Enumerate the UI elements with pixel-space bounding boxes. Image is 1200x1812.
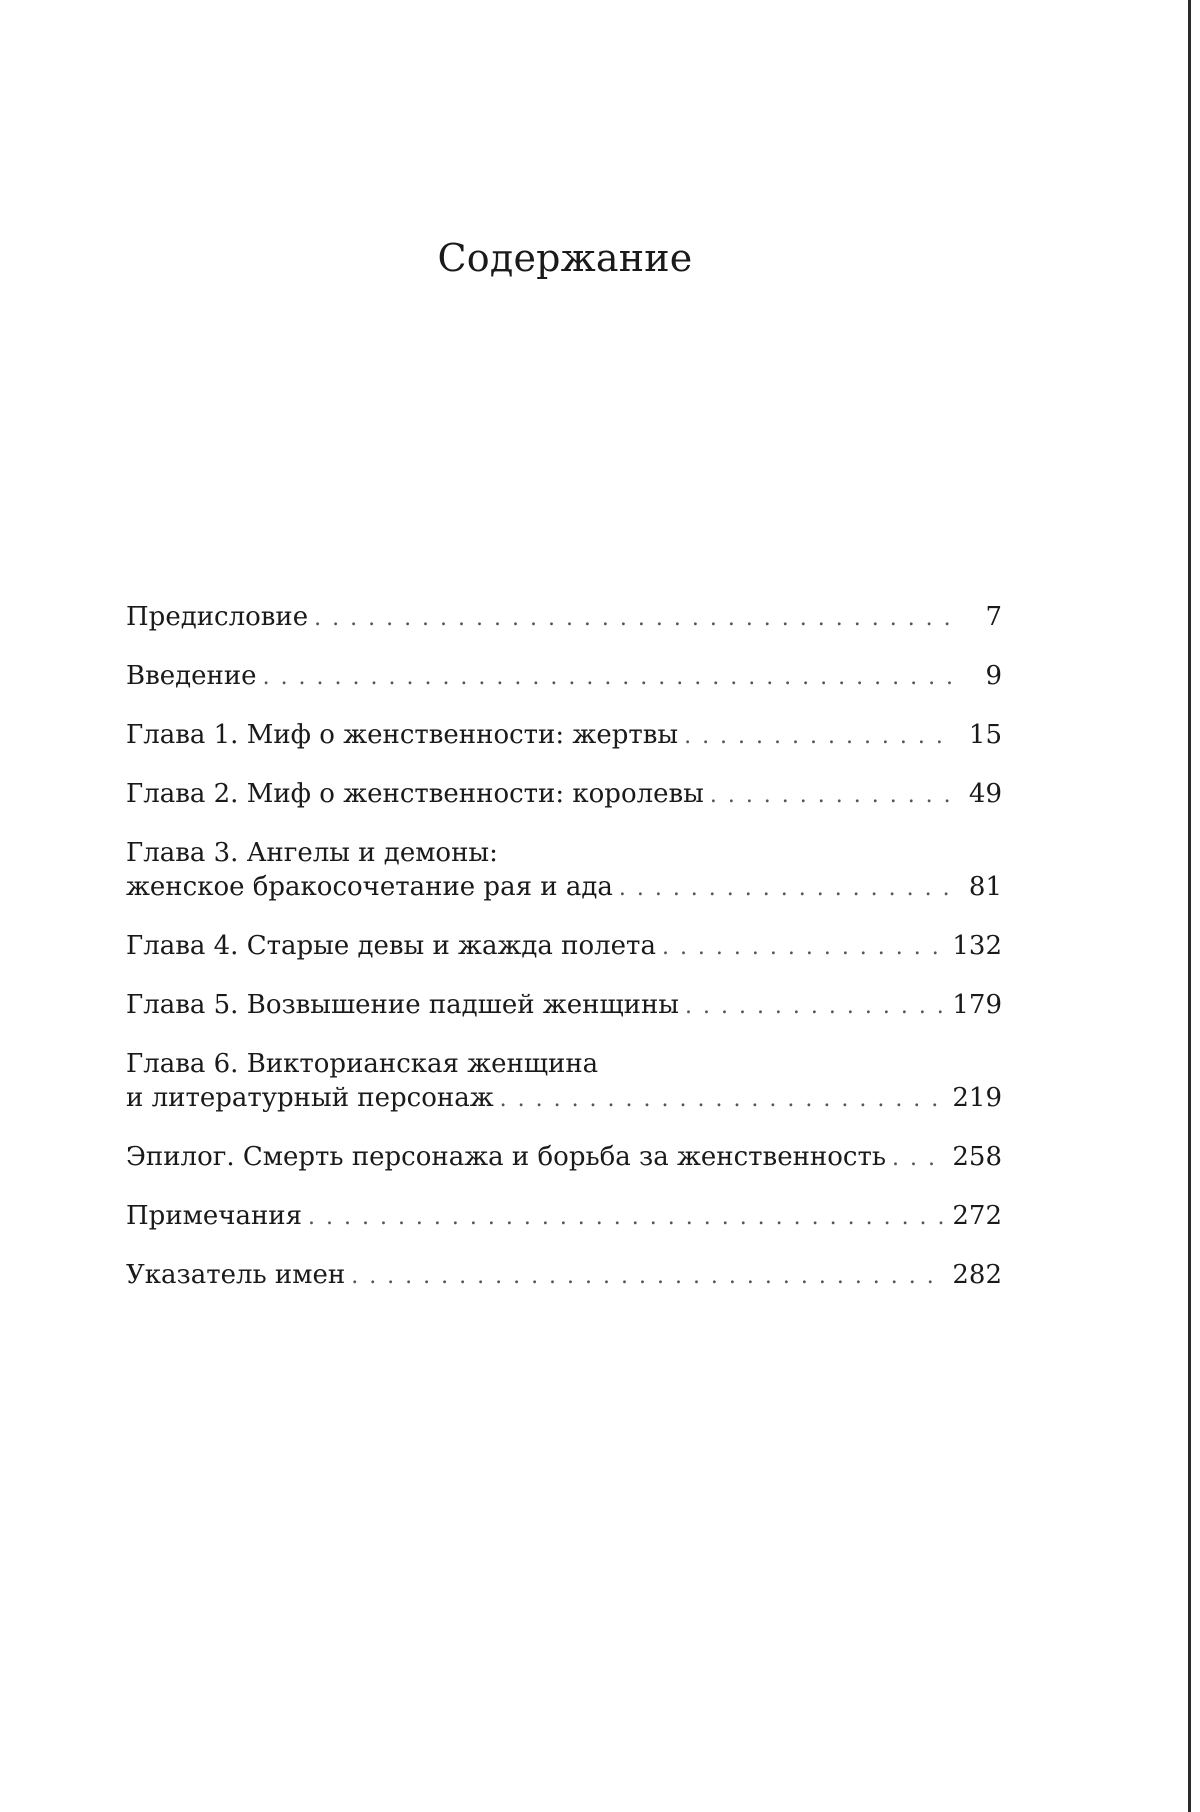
toc-entry-title: Глава 5. Возвышение падшей женщины xyxy=(126,990,679,1020)
dot-leader xyxy=(263,661,952,695)
page-title: Содержание xyxy=(437,236,693,280)
toc-page-number: 219 xyxy=(952,1083,1002,1113)
toc-entry-index xyxy=(126,1258,1002,1294)
toc-entry-introduction xyxy=(126,659,1002,695)
toc-page-number: 15 xyxy=(968,720,1002,750)
toc-entry-notes xyxy=(126,1199,1002,1235)
toc-entry-title: Глава 2. Миф о женственности: королевы xyxy=(126,779,704,809)
dot-leader xyxy=(685,990,946,1024)
toc-entry-title: Глава 1. Миф о женственности: жертвы xyxy=(126,720,679,750)
page-edge-divider xyxy=(1188,0,1191,1812)
dot-leader xyxy=(351,1260,946,1294)
toc-entry-title-line-2: женское бракосочетание рая и ада xyxy=(126,872,613,902)
toc-entry-title: Указатель имен xyxy=(126,1260,346,1290)
toc-page-number: 7 xyxy=(985,602,1002,632)
toc-entry-title-line-1: Глава 6. Викторианская женщина xyxy=(126,1049,599,1079)
toc-page-number: 81 xyxy=(968,872,1002,902)
toc-page-number: 132 xyxy=(952,931,1002,961)
toc-entry-chapter-6 xyxy=(126,1047,1002,1117)
toc-page-number: 9 xyxy=(985,661,1002,691)
toc-page-number: 272 xyxy=(952,1201,1002,1231)
toc-entry-title: Глава 4. Старые девы и жажда полета xyxy=(126,931,656,961)
toc-entry-title: Предисловие xyxy=(126,602,309,632)
toc-entry-title-line-2: и литературный персонаж xyxy=(126,1083,494,1113)
toc-entry-preface xyxy=(126,600,1002,636)
toc-entry-chapter-4 xyxy=(126,929,1002,965)
dot-leader xyxy=(892,1142,946,1176)
dot-leader xyxy=(662,931,946,965)
toc-page-number: 49 xyxy=(968,779,1002,809)
toc-entry-chapter-1 xyxy=(126,718,1002,754)
dot-leader xyxy=(500,1083,947,1117)
toc-page-number: 179 xyxy=(952,990,1002,1020)
toc-entry-title: Примечания xyxy=(126,1201,303,1231)
toc-entry-epilogue xyxy=(126,1140,1002,1176)
dot-leader xyxy=(308,1201,946,1235)
toc-entry-chapter-2 xyxy=(126,777,1002,813)
table-of-contents xyxy=(126,600,1002,1317)
toc-entry-chapter-3 xyxy=(126,836,1002,906)
toc-page-number: 282 xyxy=(952,1260,1002,1290)
toc-page-number: 258 xyxy=(952,1142,1002,1172)
toc-entry-chapter-5 xyxy=(126,988,1002,1024)
toc-entry-title: Введение xyxy=(126,661,257,691)
dot-leader xyxy=(314,602,952,636)
dot-leader xyxy=(619,872,952,906)
toc-entry-title-line-1: Глава 3. Ангелы и демоны: xyxy=(126,838,498,868)
toc-entry-title: Эпилог. Смерть персонажа и борьба за женственность xyxy=(126,1142,886,1172)
dot-leader xyxy=(710,779,952,813)
dot-leader xyxy=(684,720,952,754)
